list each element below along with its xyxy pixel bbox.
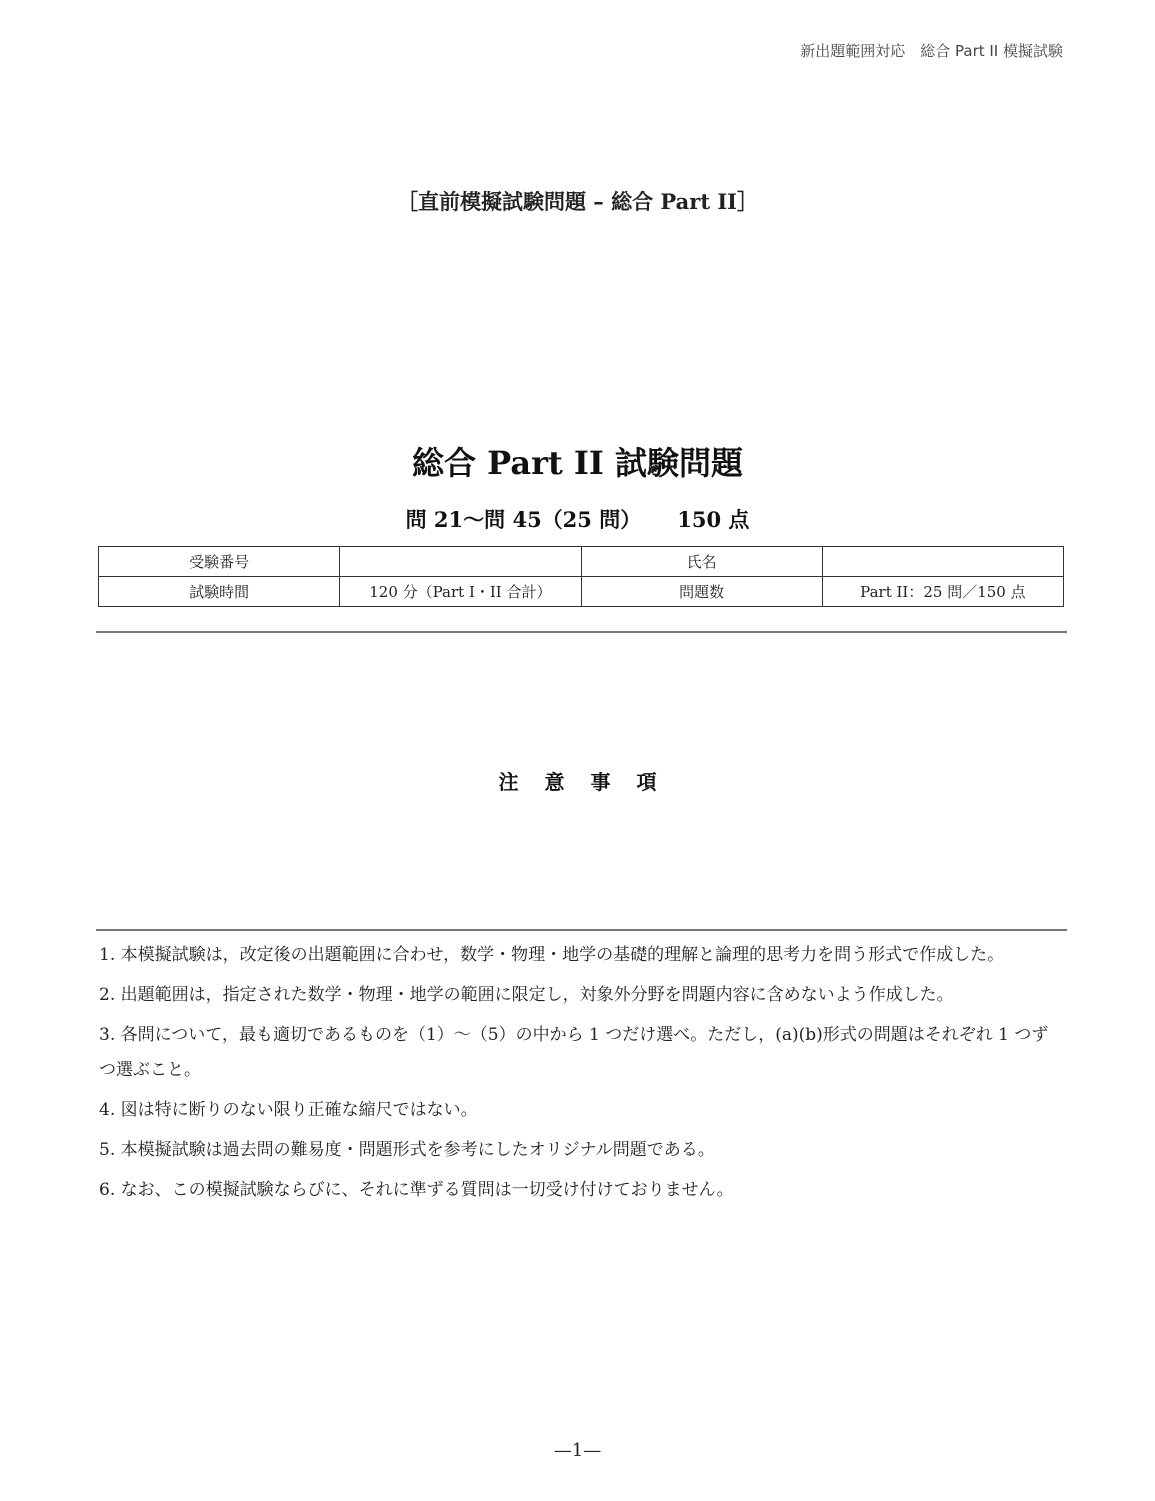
exam-subtitle bbox=[0, 504, 1155, 534]
table-row bbox=[99, 547, 1064, 577]
divider-notice bbox=[96, 929, 1067, 931]
list-item: 6. なお、この模擬試験ならびに、それに準ずる質問は一切受け付けておりません。 bbox=[99, 1180, 734, 1200]
list-item: 3. 各問について，最も適切であるものを（1）～（5）の中から 1 つだけ選べ。ただし，(a)(b)形式の問題はそれぞれ 1 つずつ選ぶこと。 bbox=[99, 1025, 1049, 1080]
label-name: 氏名 bbox=[581, 547, 822, 577]
list-item: 2. 出題範囲は，指定された数学・物理・地学の範囲に限定し，対象外分野を問題内容に含めないよう作成した。 bbox=[99, 985, 954, 1005]
exam-time-value: 120 分（Part I・II 合計） bbox=[340, 577, 581, 607]
label-question-count: 問題数 bbox=[581, 577, 822, 607]
question-count-value: Part II：25 問／150 点 bbox=[822, 577, 1063, 607]
list-item: 1. 本模擬試験は，改定後の出題範囲に合わせ，数学・物理・地学の基礎的理解と論理的思考力を問う形式で作成した。 bbox=[99, 945, 1005, 965]
divider-top bbox=[96, 631, 1067, 633]
exam-number-field[interactable] bbox=[340, 547, 581, 577]
total-points: 150 点 bbox=[677, 507, 750, 532]
table-row bbox=[99, 577, 1064, 607]
list-item: 5. 本模擬試験は過去問の難易度・問題形式を参考にしたオリジナル問題である。 bbox=[99, 1140, 715, 1160]
running-header: 新出題範囲対応 総合 Part II 模擬試験 bbox=[800, 42, 1063, 60]
section-title: ［直前模擬試験問題 – 総合 Part II］ bbox=[397, 189, 758, 214]
page-title: 総合 Part II 試験問題 bbox=[412, 444, 743, 482]
notice-title: 注意事項 bbox=[498, 770, 683, 794]
page-number: —1— bbox=[553, 1440, 602, 1461]
exam-info-table bbox=[98, 546, 1064, 607]
name-field[interactable] bbox=[822, 547, 1063, 577]
notice-list bbox=[99, 938, 1055, 1213]
question-range: 問 21～問 45（25 問） bbox=[405, 507, 642, 532]
list-item: 4. 図は特に断りのない限り正確な縮尺ではない。 bbox=[99, 1100, 478, 1120]
label-exam-number: 受験番号 bbox=[99, 547, 340, 577]
label-exam-time: 試験時間 bbox=[99, 577, 340, 607]
